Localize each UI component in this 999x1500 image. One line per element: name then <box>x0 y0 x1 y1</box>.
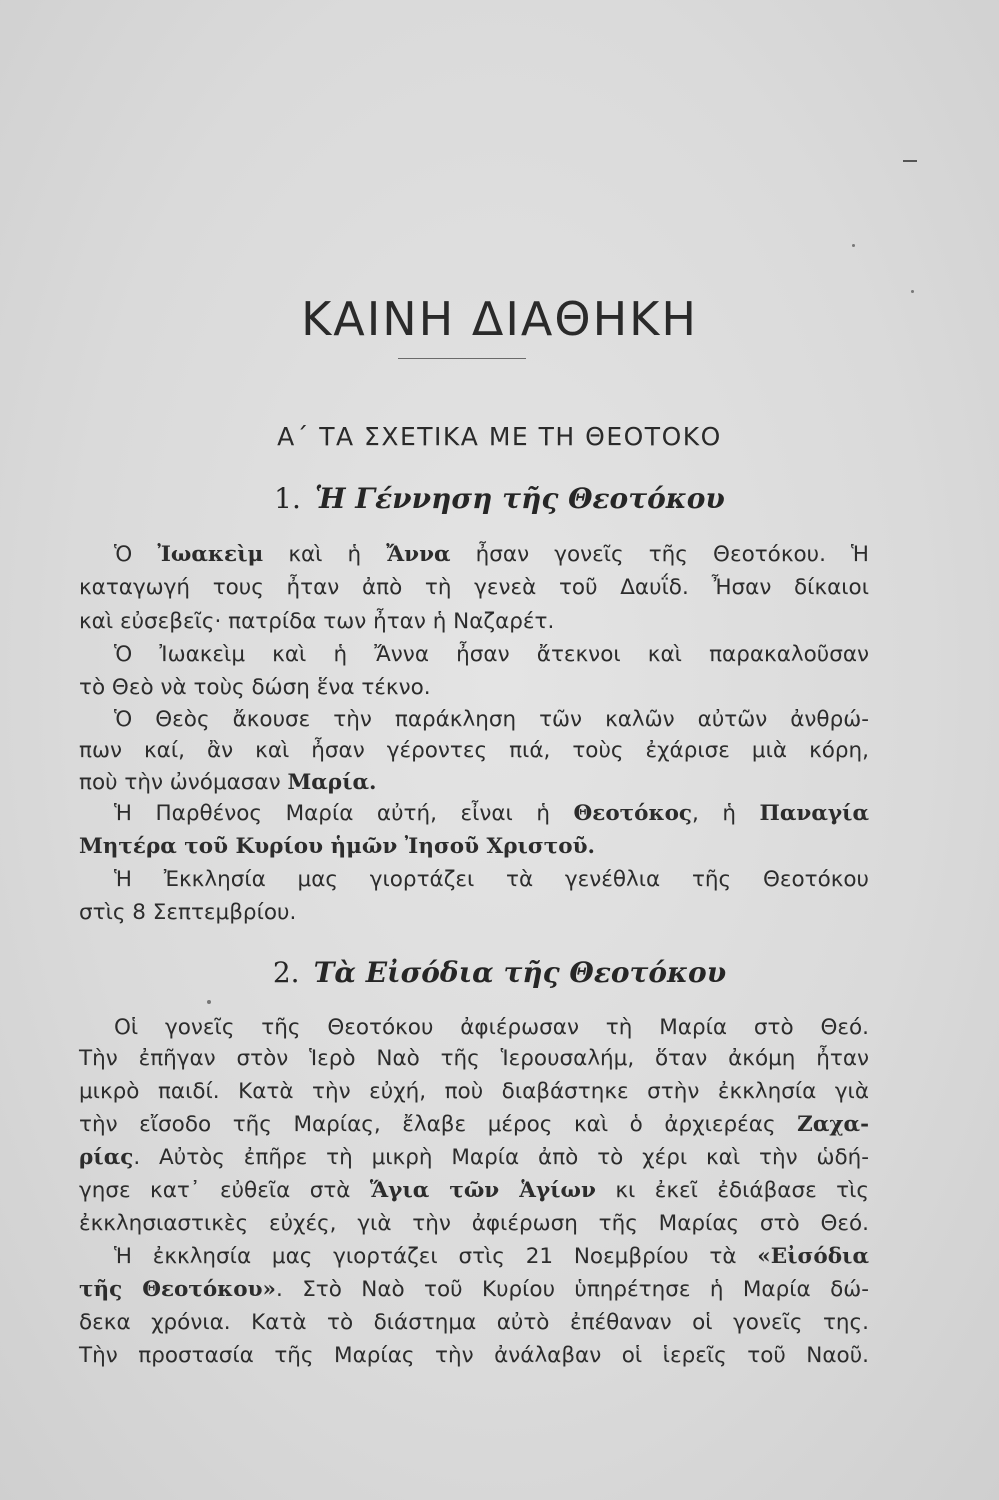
paper-speck <box>852 244 855 247</box>
section-2-title: Τὰ Εἰσόδια τῆς Θεοτόκου <box>313 956 727 989</box>
text-line: Μητέρα τοῦ Κυρίου ἡμῶν Ἰησοῦ Χριστοῦ. <box>79 834 595 859</box>
section-1-number: 1. <box>274 482 301 515</box>
text-line: Ὁ Θεὸς ἄκουσε τὴν παράκληση τῶν καλῶν αὐτῶν ἀνθρώ- <box>114 707 869 732</box>
text-line: Ὁ Ἰωακεὶμ καὶ ἡ Ἄννα ἦσαν ἄτεκνοι καὶ παρακαλοῦσαν <box>114 642 869 667</box>
text-line: στὶς 8 Σεπτεμβρίου. <box>79 900 297 925</box>
part-title: Α΄ ΤΑ ΣΧΕΤΙΚΑ ΜΕ ΤΗ ΘΕΟΤΟΚΟ <box>277 422 722 451</box>
text-line: ποὺ τὴν ὠνόμασαν Μαρία. <box>79 770 377 795</box>
text-line: ἐκκλησιαστικὲς εὐχές, γιὰ τὴν ἀφιέρωση τῆς Μαρίας στὸ Θεό. <box>79 1211 869 1236</box>
paper-speck <box>207 1000 211 1004</box>
text-line: τὴν εἴσοδο τῆς Μαρίας, ἔλαβε μέρος καὶ ὁ ἀρχιερέας Ζαχα- <box>79 1112 869 1137</box>
text-line: γησε κατ᾿ εὐθεῖα στὰ Ἅγια τῶν Ἁγίων κι ἐκεῖ ἐδιάβασε τὶς <box>79 1178 869 1203</box>
text-line: Ἡ Ἐκκλησία μας γιορτάζει τὰ γενέθλια τῆς Θεοτόκου <box>114 867 869 892</box>
text-line: Τὴν ἐπῆγαν στὸν Ἱερὸ Ναὸ τῆς Ἱερουσαλήμ, ὅταν ἀκόμη ἦταν <box>79 1046 869 1071</box>
section-2-heading <box>0 956 999 989</box>
text-line: τὸ Θεὸ νὰ τοὺς δώση ἕνα τέκνο. <box>79 675 431 700</box>
section-2-number: 2. <box>272 956 300 989</box>
section-1-heading <box>0 482 999 515</box>
text-line: δεκα χρόνια. Κατὰ τὸ διάστημα αὐτὸ ἐπέθαναν οἱ γονεῖς της. <box>79 1310 869 1335</box>
text-line: τῆς Θεοτόκου». Στὸ Ναὸ τοῦ Κυρίου ὑπηρέτησε ἡ Μαρία δώ- <box>79 1277 869 1302</box>
book-title: ΚΑΙΝΗ ΔΙΑΘΗΚΗ <box>301 292 698 346</box>
text-line: Τὴν προστασία τῆς Μαρίας τὴν ἀνάλαβαν οἱ ἱερεῖς τοῦ Ναοῦ. <box>79 1343 869 1368</box>
title-divider <box>398 358 526 359</box>
edge-mark <box>903 160 917 162</box>
name-maria: Μαρία. <box>287 770 377 795</box>
text-line: Ἡ ἐκκλησία μας γιορτάζει στὶς 21 Νοεμβρίου τὰ «Εἰσόδια <box>114 1244 869 1269</box>
text-line: μικρὸ παιδί. Κατὰ τὴν εὐχή, ποὺ διαβάστηκε στὴν ἐκκλησία γιὰ <box>79 1079 869 1104</box>
text-line: πων καί, ἂν καὶ ἦσαν γέροντες πιά, τοὺς ἐχάρισε μιὰ κόρη, <box>79 738 869 763</box>
text-line: καὶ εὐσεβεῖς· πατρίδα των ἦταν ἡ Ναζαρέτ. <box>79 609 555 634</box>
text-line: Ἡ Παρθένος Μαρία αὐτή, εἶναι ἡ Θεοτόκος, ἡ Παναγία <box>114 801 869 826</box>
text-line: καταγωγή τους ἦταν ἀπὸ τὴ γενεὰ τοῦ Δαυΐδ. Ἦσαν δίκαιοι <box>79 575 869 600</box>
text-line: Οἱ γονεῖς τῆς Θεοτόκου ἀφιέρωσαν τὴ Μαρία στὸ Θεό. <box>114 1015 869 1040</box>
section-1-title: Ἡ Γέννηση τῆς Θεοτόκου <box>314 482 725 515</box>
text-line: ρίας. Αὐτὸς ἐπῆρε τὴ μικρὴ Μαρία ἀπὸ τὸ χέρι καὶ τὴν ὡδή- <box>79 1145 869 1170</box>
text-line: Ὁ Ἰωακεὶμ καὶ ἡ Ἄννα ἦσαν γονεῖς τῆς Θεοτόκου. Ἡ <box>114 542 869 567</box>
